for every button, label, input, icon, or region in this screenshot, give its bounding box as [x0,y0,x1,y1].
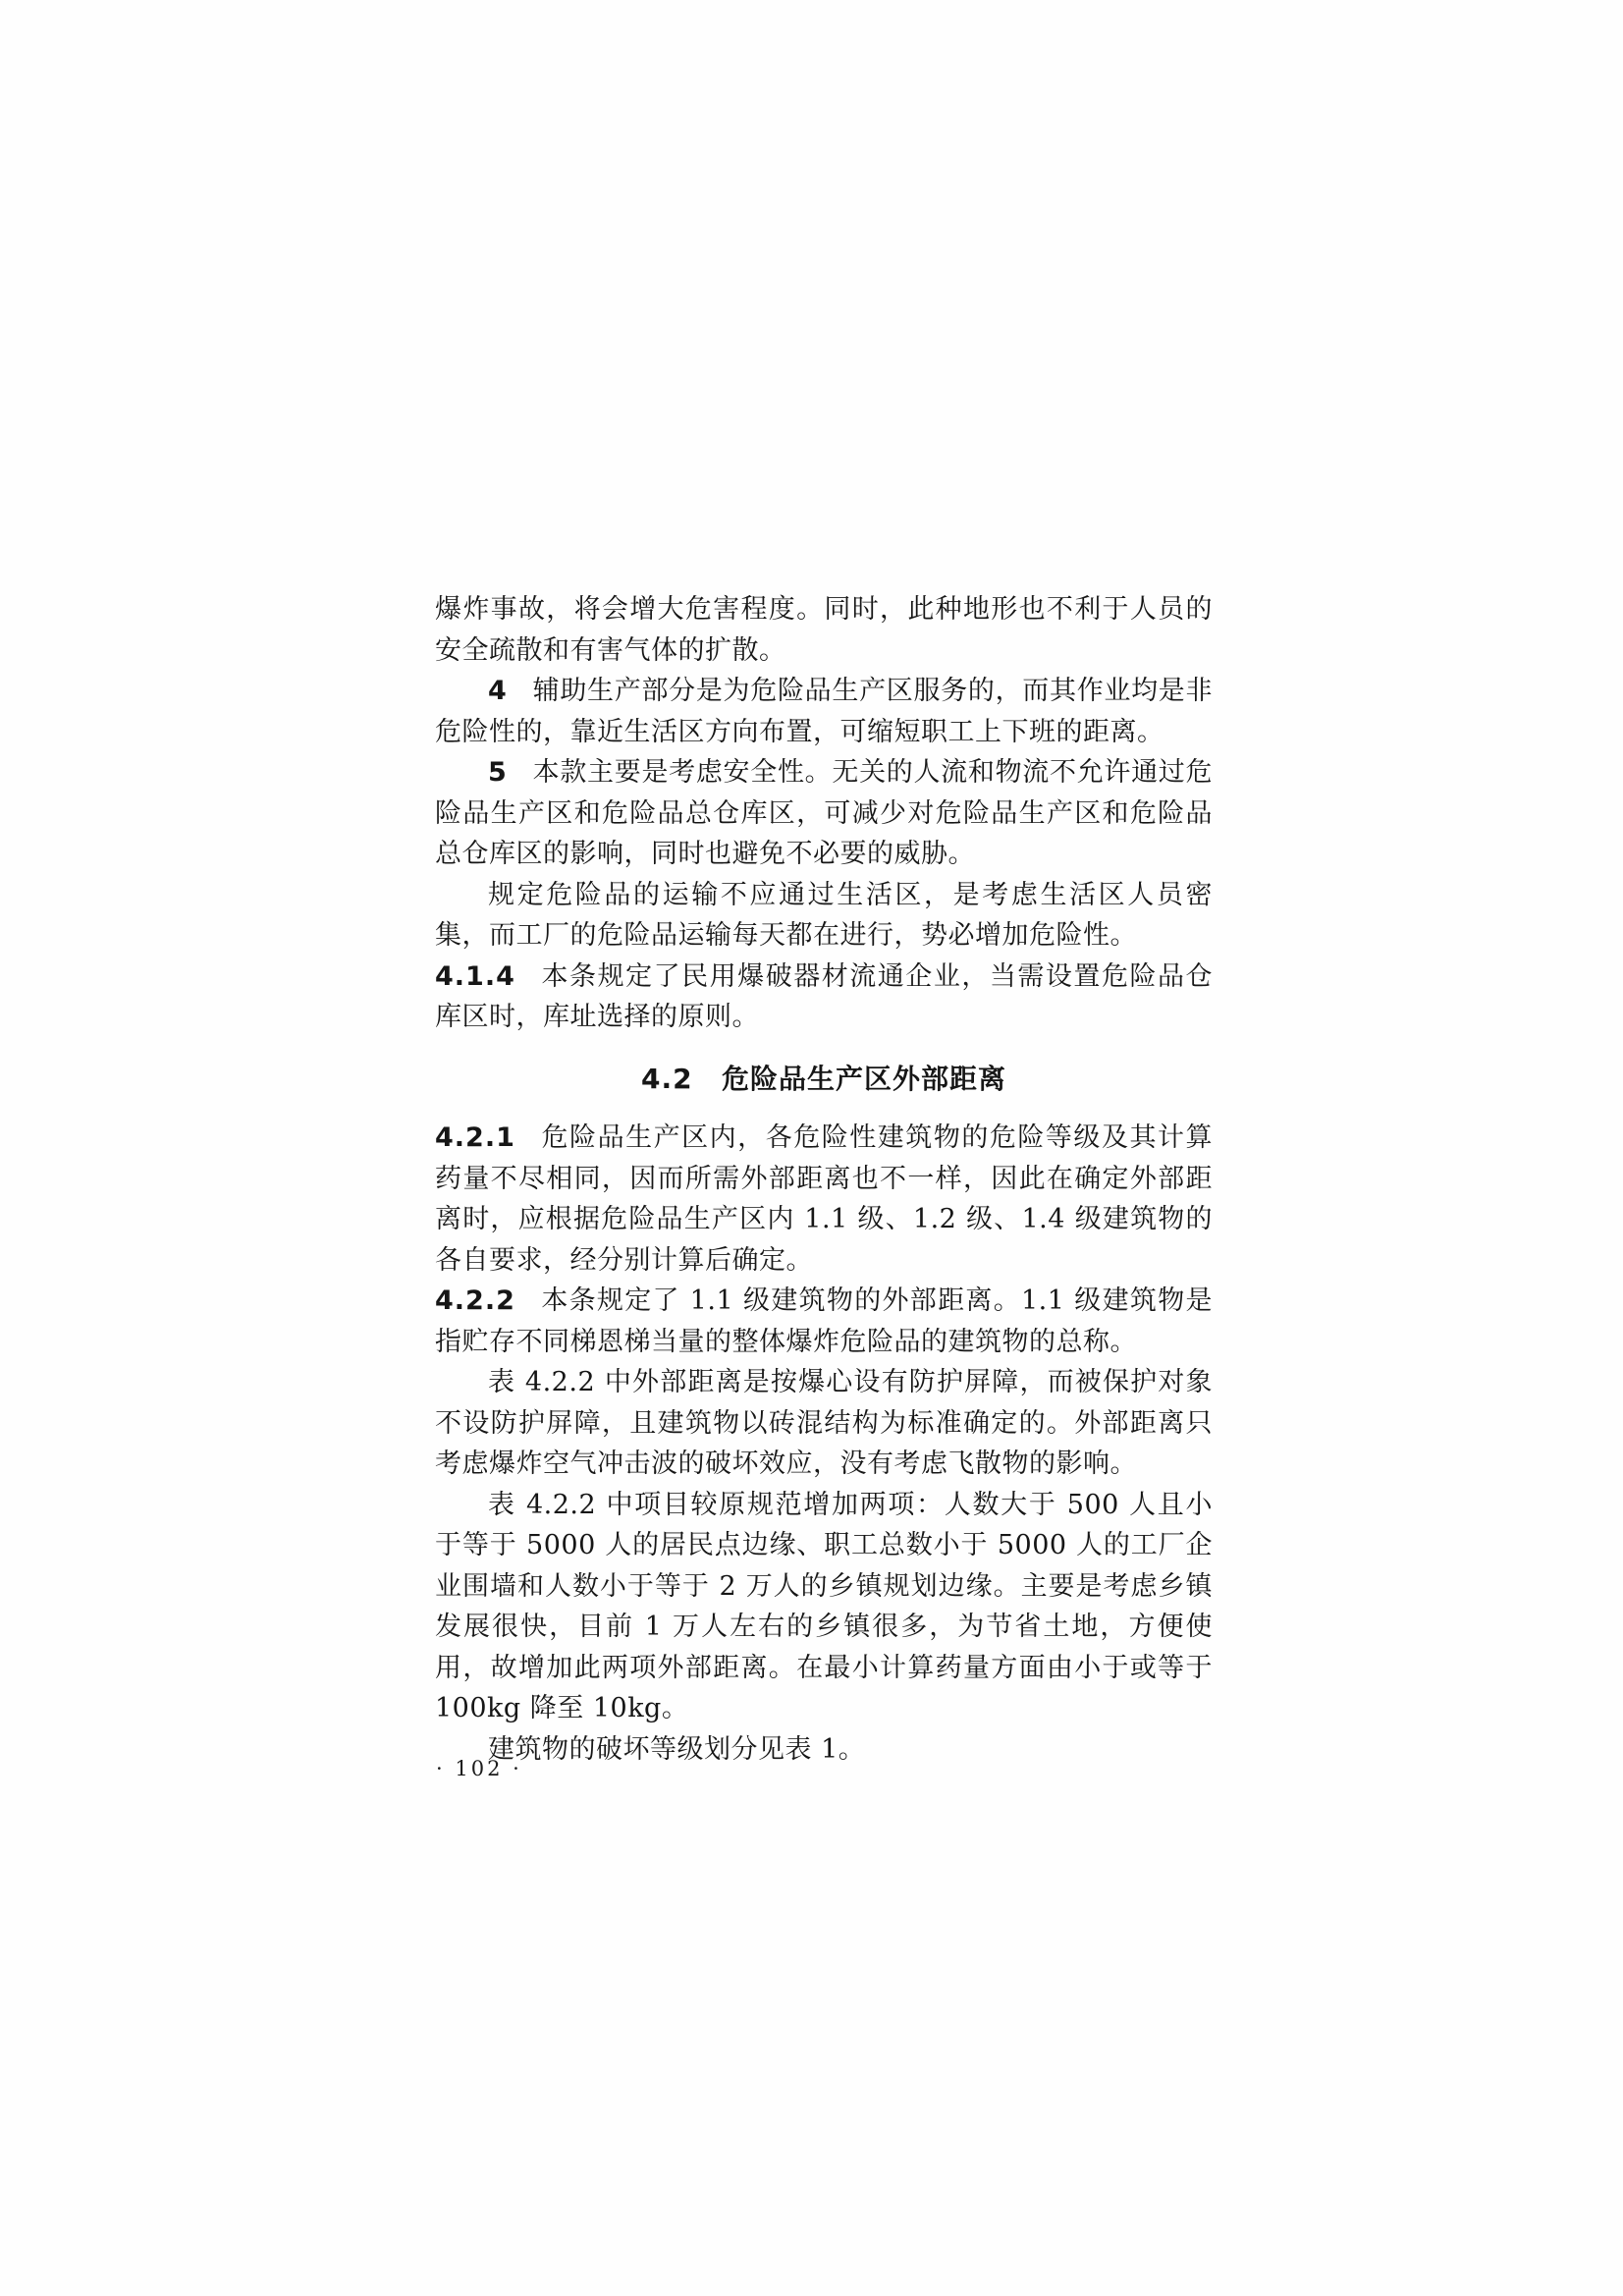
paragraph [435,1118,1213,1281]
clause-number: 4.1.4 [435,960,515,992]
paragraph [435,1281,1213,1362]
paragraph [435,957,1213,1038]
section-title: 危险品生产区外部距离 [721,1062,1006,1095]
clause-number: 4.2.1 [435,1122,515,1153]
commentary-text-block [435,589,1213,1770]
paragraph [435,875,1213,957]
paragraph [435,752,1213,875]
paragraph-text: 危险品生产区内，各危险性建筑物的危险等级及其计算药量不尽相同，因而所需外部距离也不一样，因此在确定外部距离时，应根据危险品生产区内 1.1 级、1.2 级、1.4 级建筑物的各自要求，经分别计算后确定。 [435,1122,1213,1276]
section-heading [435,1059,1213,1100]
paragraph [435,671,1213,752]
paragraph [435,1485,1213,1729]
paragraph [435,1362,1213,1485]
page-number: · 102 · [436,1757,522,1780]
paragraph-text: 爆炸事故，将会增大危害程度。同时，此种地形也不利于人员的安全疏散和有害气体的扩散。 [435,594,1213,666]
paragraph [435,589,1213,671]
clause-number: 4 [488,676,508,706]
paragraph-text: 本款主要是考虑安全性。无关的人流和物流不允许通过危险品生产区和危险品总仓库区，可减少对危险品生产区和危险品总仓库区的影响，同时也避免不必要的威胁。 [435,757,1213,869]
paragraph-text: 辅助生产部分是为危险品生产区服务的，而其作业均是非危险性的，靠近生活区方向布置，可缩短职工上下班的距离。 [435,676,1213,747]
paragraph-text: 本条规定了民用爆破器材流通企业，当需设置危险品仓库区时，库址选择的原则。 [435,960,1213,1032]
paragraph-text: 规定危险品的运输不应通过生活区，是考虑生活区人员密集，而工厂的危险品运输每天都在进行，势必增加危险性。 [435,879,1213,951]
paragraph-text: 表 4.2.2 中外部距离是按爆心设有防护屏障，而被保护对象不设防护屏障，且建筑物以砖混结构为标准确定的。外部距离只考虑爆炸空气冲击波的破坏效应，没有考虑飞散物的影响。 [435,1367,1213,1479]
paragraph [435,1729,1213,1771]
paragraph-text: 表 4.2.2 中项目较原规范增加两项：人数大于 500 人且小于等于 5000 人的居民点边缘、职工总数小于 5000 人的工厂企业围墙和人数小于等于 2 万人的乡镇规划边缘。主要是考虑乡镇发展很快，目前 1 万人左右的乡镇很多，为节省土地，方便使用，故增加此两项外部距离。在最小计算药量方面由小于或等于 100kg 降至 10kg。 [435,1489,1213,1723]
paragraph-text: 本条规定了 1.1 级建筑物的外部距离。1.1 级建筑物是指贮存不同梯恩梯当量的整体爆炸危险品的建筑物的总称。 [435,1285,1213,1357]
section-number: 4.2 [640,1062,693,1095]
paragraph-text: 建筑物的破坏等级划分见表 1。 [488,1733,866,1765]
clause-number: 5 [488,757,508,788]
clause-number: 4.2.2 [435,1285,515,1316]
